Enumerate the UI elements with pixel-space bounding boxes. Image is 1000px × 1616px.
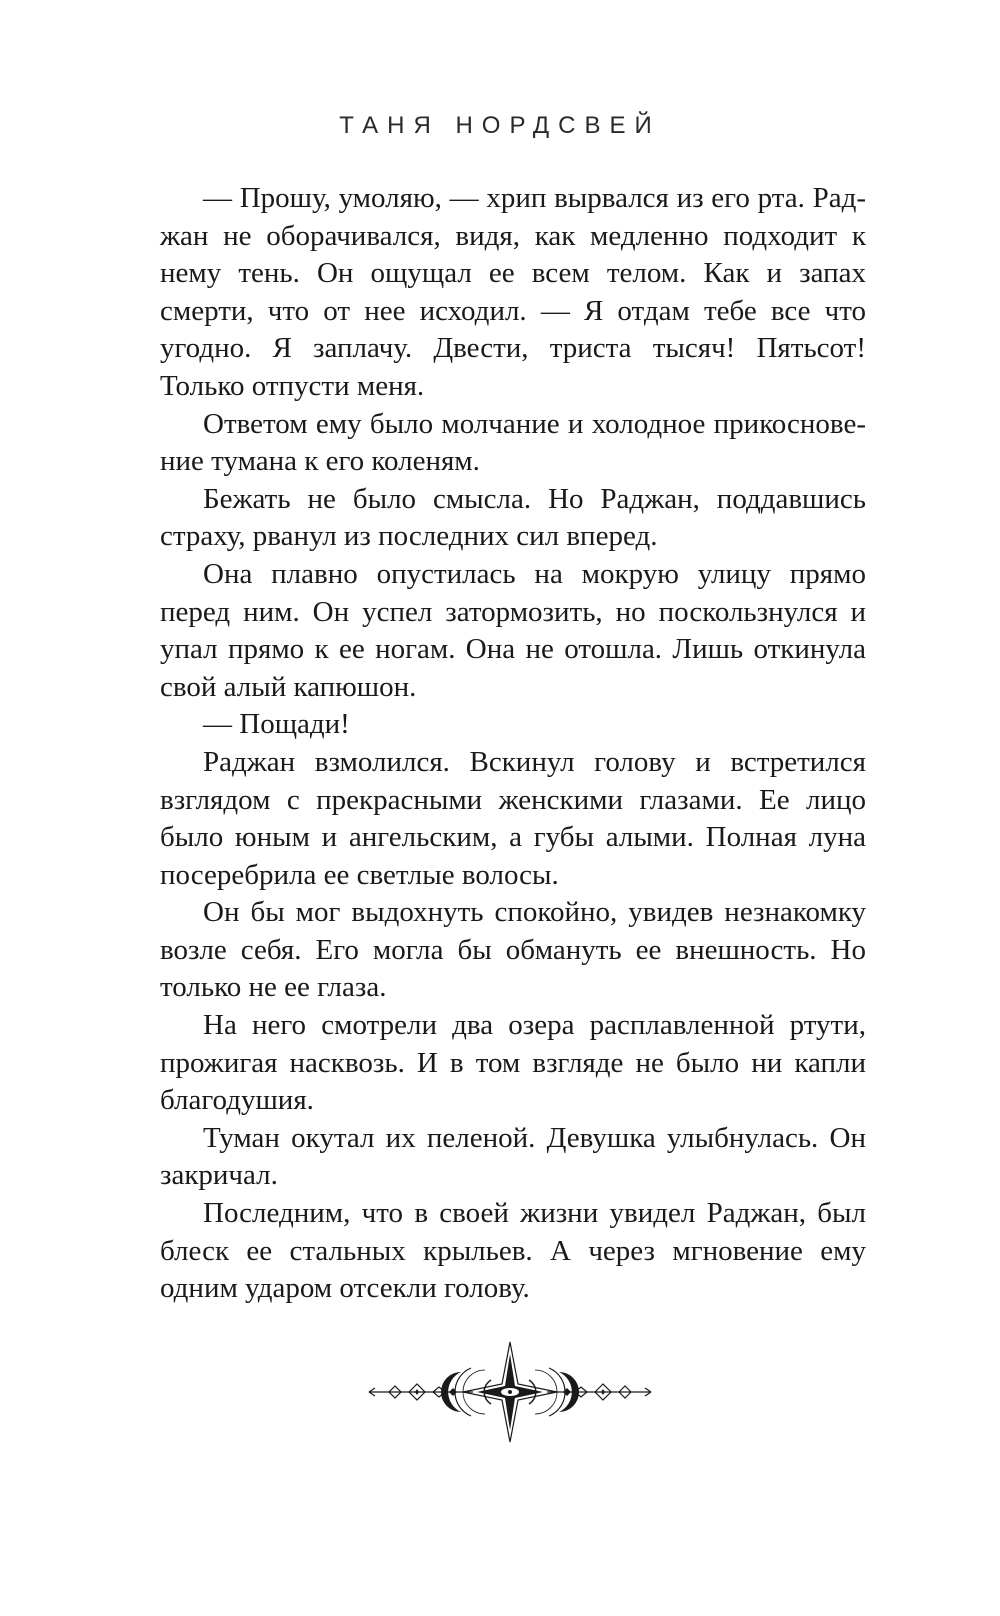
paragraph-3: Бежать не было смысла. Но Раджан, поддавшись страху, рванул из последних сил вперед. (160, 482, 866, 553)
body-text (160, 180, 866, 1308)
paragraph-6: Раджан взмолился. Вскинул голову и встретился взглядом с прекрасными женскими глазами. Ее лицо было юным и ангельским, а губы алыми. Полная луна посеребрила ее светлые волосы. (160, 745, 866, 891)
moon-star-ornament-icon (365, 1340, 655, 1444)
paragraph-1: — Прошу, умоляю, — хрип вырвался из его рта. Раджан не оборачивался, видя, как медленно подходит к нему тень. Он ощущал ее всем телом. Как и запах смерти, что от нее исходил. — Я отдам тебе все что угодно. Я заплачу. Двести, триста тысяч! Пятьсот! Только отпусти меня. (160, 182, 866, 402)
paragraph-4: Она плавно опустилась на мокрую улицу прямо перед ним. Он успел затормозить, но поскользнулся и упал прямо к ее ногам. Она не отошла. Лишь откинула свой алый капюшон. (160, 557, 866, 703)
paragraph-10: Последним, что в своей жизни увидел Раджан, был блеск ее стальных крыльев. А через мгновение ему одним ударом отсекли голову. (160, 1197, 866, 1305)
running-head-author: ТАНЯ НОРДСВЕЙ (339, 112, 661, 139)
paragraph-5: — Пощади! (203, 708, 350, 741)
paragraph-8: На него смотрели два озера расплавленной ртути, прожигая насквозь. И в том взгляде не было ни капли благодушия. (160, 1009, 866, 1117)
paragraph-2: Ответом ему было молчание и холодное прикосновение тумана к его коленям. (160, 407, 866, 478)
paragraph-9: Туман окутал их пеленой. Девушка улыбнулась. Он закричал. (160, 1121, 866, 1192)
paragraph-7: Он бы мог выдохнуть спокойно, увидев незнакомку возле себя. Его могла бы обмануть ее внешность. Но только не ее глаза. (160, 896, 866, 1004)
